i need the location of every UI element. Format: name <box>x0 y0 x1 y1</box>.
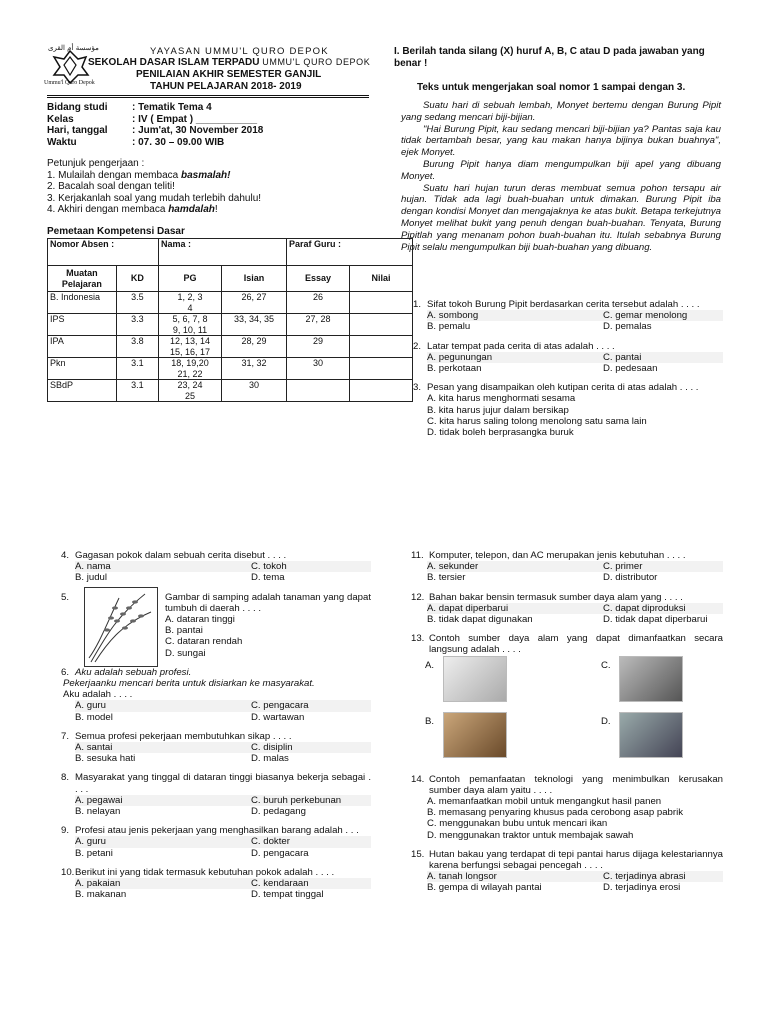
kd-table-row <box>48 380 413 402</box>
kd-table-cell: 3.5 <box>116 292 158 314</box>
option-text: D. terjadinya erosi <box>603 882 681 894</box>
option-text: D. pedesaan <box>603 363 658 375</box>
option-text: B. petani <box>75 847 113 859</box>
question-number: 14. <box>411 773 425 785</box>
option-text: A. sekunder <box>427 561 479 573</box>
option-row <box>427 352 723 363</box>
question-number: 3. <box>413 382 422 394</box>
kd-table-row <box>48 336 413 358</box>
option-text: B. judul <box>75 572 107 584</box>
option-row <box>75 878 371 889</box>
option-text: A. guru <box>75 700 106 712</box>
header-divider-2 <box>47 97 369 98</box>
question-item <box>411 633 723 765</box>
option-text: A. sombong <box>427 310 479 322</box>
option-text: D. pengacara <box>251 847 309 859</box>
question-stem <box>411 633 723 655</box>
foundation-name: YAYASAN UMMU'L QURO DEPOK <box>150 46 329 57</box>
kd-table-cell: 33, 34, 35 <box>222 314 287 336</box>
question-item <box>411 592 723 626</box>
option-text: A. pakaian <box>75 878 121 890</box>
option-text: C. pantai <box>603 351 642 363</box>
option-photo <box>443 712 507 758</box>
option-row <box>75 889 371 900</box>
option-text: B. pemalu <box>427 321 471 333</box>
kd-table-cell: IPA <box>48 336 117 358</box>
question-line: Hutan bakau yang terdapat di tepi pantai harus dijaga kelestariannya karena berfungsi sebagai pencegah . . . . <box>429 848 723 872</box>
question-stem <box>61 867 371 878</box>
kd-table-cell: 1, 2, 3 4 <box>159 292 222 314</box>
question-stem <box>413 299 723 310</box>
question-line: Aku adalah . . . . <box>63 689 133 701</box>
option-row <box>427 603 723 614</box>
option-text: B. pantai <box>165 625 203 637</box>
option-text: C. terjadinya abrasi <box>603 871 686 883</box>
question-item <box>411 774 723 841</box>
question-number: 15. <box>411 848 425 860</box>
option-text: D. tema <box>251 572 285 584</box>
kd-table-cell <box>287 380 350 402</box>
question-line: Gambar di samping adalah tanaman yang dapat tumbuh di daerah . . . . <box>165 591 371 614</box>
question-stem <box>411 849 723 871</box>
question-line: Pesan yang disampaikan oleh kutipan cerita di atas adalah . . . . <box>427 382 699 394</box>
header-divider <box>47 95 369 96</box>
question-stem <box>61 550 371 561</box>
kd-table-row <box>48 314 413 336</box>
text-title: Teks untuk mengerjakan soal nomor 1 sampai dengan 3. <box>417 82 686 93</box>
option-row <box>427 871 723 882</box>
question-line: Bahan bakar bensin termasuk sumber daya alam yang . . . . <box>429 591 683 603</box>
question-number: 13. <box>411 633 425 645</box>
questions-right <box>411 550 723 894</box>
option-text: B. memasang penyaring khusus pada cerobong asap pabrik <box>427 807 683 819</box>
option-text: D. tidak dapat diperbarui <box>603 614 708 626</box>
question-number: 6. <box>61 666 70 678</box>
option-text: A. santai <box>75 742 113 754</box>
option-text: A. guru <box>75 836 106 848</box>
question-text <box>75 867 371 878</box>
question-item <box>61 731 371 765</box>
question-stem <box>61 825 371 836</box>
option-text: A. nama <box>75 561 111 573</box>
question-item <box>411 849 723 894</box>
question-item <box>413 382 723 438</box>
question-stem <box>413 341 723 352</box>
question-item <box>61 867 371 901</box>
question-text <box>429 633 723 655</box>
question-number: 5. <box>61 591 70 603</box>
rice-plant-image <box>84 587 158 667</box>
question-number: 10. <box>61 866 75 878</box>
section-title: I. Berilah tanda silang (X) huruf A, B, C atau D pada jawaban yang benar ! <box>394 46 705 69</box>
question-number: 9. <box>61 825 70 837</box>
image-option-label: A. <box>425 659 435 671</box>
kd-table-cell: 18, 19,20 21, 22 <box>159 358 222 380</box>
option-row <box>75 753 371 764</box>
question-stem <box>411 592 723 603</box>
option-text: B. gempa di wilayah pantai <box>427 882 542 894</box>
kd-table-cell: 5, 6, 7, 8 9, 10, 11 <box>159 314 222 336</box>
question-text <box>165 592 371 614</box>
option-row <box>427 882 723 893</box>
kd-table-cell: 3.8 <box>116 336 158 358</box>
kd-table-cell: 3.3 <box>116 314 158 336</box>
option-text: D. tidak boleh berprasangka buruk <box>427 427 574 439</box>
option-text: A. pegunungan <box>427 351 493 363</box>
question-number: 12. <box>411 591 425 603</box>
option-text: D. distributor <box>603 572 658 584</box>
question-item <box>61 825 371 859</box>
option-text: D. sungai <box>165 647 206 659</box>
kd-table-cell: 12, 13, 14 15, 16, 17 <box>159 336 222 358</box>
option-text: D. pemalas <box>603 321 652 333</box>
question-stem <box>61 772 371 794</box>
option-row <box>75 836 371 847</box>
kd-table-cell: SBdP <box>48 380 117 402</box>
question-item <box>411 550 723 584</box>
kd-table-cell <box>350 358 413 380</box>
school-year: TAHUN PELAJARAN 2018- 2019 <box>150 81 302 92</box>
instructions: Petunjuk pengerjaan : 1. Mulailah dengan membaca basmalah! 2. Bacalah soal dengan teliti! 3. Kerjakanlah soal yang mudah terlebih dahulu! 4. Akhiri dengan membaca hamdalah! <box>47 158 262 215</box>
option-text: A. dapat diperbarui <box>427 602 509 614</box>
question-line: Contoh sumber daya alam yang dapat dimanfaatkan secara langsung adalah . . . . <box>429 633 723 656</box>
school-name: SEKOLAH DASAR ISLAM TERPADU UMMU'L QURO DEPOK <box>88 57 371 68</box>
kd-table-cell: 30 <box>222 380 287 402</box>
option-photo <box>619 712 683 758</box>
question-number: 11. <box>411 550 424 561</box>
question-number: 2. <box>413 340 422 352</box>
option-row <box>427 363 723 374</box>
option-text: D. menggunakan traktor untuk membajak sawah <box>427 829 634 841</box>
option-text: C. disiplin <box>251 742 293 754</box>
question-number: 4. <box>61 550 70 561</box>
question-item <box>413 299 723 333</box>
question-text <box>75 772 371 794</box>
question-text <box>427 382 723 393</box>
image-option-label: C. <box>601 659 611 671</box>
option-row <box>75 561 371 572</box>
option-text: B. makanan <box>75 889 127 901</box>
question-text <box>427 299 723 310</box>
kd-table-row <box>48 292 413 314</box>
question-text <box>427 341 723 352</box>
kd-table-cell: Pkn <box>48 358 117 380</box>
option-row <box>75 806 371 817</box>
option-text: B. perkotaan <box>427 363 482 375</box>
question-number: 1. <box>413 299 422 310</box>
question-line: Sifat tokoh Burung Pipit berdasarkan cerita tersebut adalah . . . . <box>427 299 700 310</box>
question-stem <box>61 731 371 742</box>
story-text: Suatu hari di sebuah lembah, Monyet bertemu dengan Burung Pipit yang sedang mencari biji-bijian. "Hai Burung Pipit, kau sedang mencari biji-bijian ya? Pantas saja kau tidak bertambah besar, yang kau makan hanya bijinya bukan buahnya", ejek Monyet. Burung Pipit hanya diam mengumpulkan biji apel yang dibuang Monyet. Suatu hari hujan turun deras membuat semua pohon tersapu air hujan. Tidak ada lagi buah-buahan untuk dimakan. Burung Pipit iba dengan kondisi Monyet dan mengajaknya ke atas bukit. Betapa terkejutnya Monyet melihat bukit yang penuh dengan buah-buahan. Tenyata, Burung Pipitlah yang menanam pohon buah-buahan itu. Itulah sebabnya Burung Pipit selalu mengumpulkan biji buah-buahan yang dibuang. <box>401 100 721 253</box>
option-text: A. pegawai <box>75 794 123 806</box>
kd-table-cell: 3.1 <box>116 358 158 380</box>
question-item <box>61 550 371 584</box>
question-item <box>61 772 371 817</box>
question-stem <box>411 774 723 796</box>
option-row <box>75 848 371 859</box>
option-text: C. kendaraan <box>251 878 309 890</box>
question-line: Masyarakat yang tinggal di dataran tinggi biasanya bekerja sebagai . . . . <box>75 772 371 795</box>
option-text: C. tokoh <box>251 561 287 573</box>
question-stem <box>411 550 723 561</box>
option-text: B. nelayan <box>75 806 121 818</box>
option-text: D. malas <box>251 753 289 765</box>
option-text: C. dapat diproduksi <box>603 602 686 614</box>
option-photo <box>619 656 683 702</box>
option-row <box>75 795 371 806</box>
kd-table-cell: B. Indonesia <box>48 292 117 314</box>
question-stem <box>61 667 371 701</box>
question-line: Contoh pemanfaatan teknologi yang menimbulkan kerusakan sumber daya alam yaitu . . . . <box>429 773 723 796</box>
kd-table-cell <box>350 380 413 402</box>
option-text: D. wartawan <box>251 711 305 723</box>
option-row <box>427 561 723 572</box>
kd-table-cell <box>350 336 413 358</box>
option-row <box>427 310 723 321</box>
option-text: A. tanah longsor <box>427 871 497 883</box>
question-text <box>429 849 723 871</box>
option-text: D. tempat tinggal <box>251 889 324 901</box>
option-text: A. memanfaatkan mobil untuk mengangkut hasil panen <box>427 796 662 808</box>
option-text: C. pengacara <box>251 700 309 712</box>
option-row <box>427 572 723 583</box>
kd-table-cell: 23, 24 25 <box>159 380 222 402</box>
option-photo <box>443 656 507 702</box>
question-text <box>75 825 371 836</box>
kd-table-row <box>48 358 413 380</box>
kd-table-cell: IPS <box>48 314 117 336</box>
option-row <box>427 614 723 625</box>
exam-info: Bidang studi : Tematik Tema 4 Kelas : IV ( Empat ) ___________ Hari, tanggal : Jum'at, 30 November 2018 Waktu : 07. 30 – 09.00 WIB <box>47 102 264 148</box>
image-options <box>425 656 723 766</box>
questions-top <box>413 299 723 438</box>
question-italic-line: Pekerjaanku mencari berita untuk disiarkan ke masyarakat. <box>63 678 315 690</box>
option-text: C. menggunakan bubu untuk mencari ikan <box>427 818 608 830</box>
kd-table-cell <box>350 314 413 336</box>
option-text: A. dataran tinggi <box>165 614 235 626</box>
question-line: Gagasan pokok dalam sebuah cerita disebut . . . . <box>75 550 287 561</box>
kd-table-title: Pemetaan Kompetensi Dasar <box>47 226 185 237</box>
option-text: B. sesuka hati <box>75 753 136 765</box>
kd-table-cell: 29 <box>287 336 350 358</box>
logo-arabic-text: مؤسسة أم القرى <box>48 44 99 52</box>
option-row <box>75 572 371 583</box>
kd-table-cell: 28, 29 <box>222 336 287 358</box>
question-text <box>63 666 371 701</box>
question-line: Latar tempat pada cerita di atas adalah . . . . <box>427 340 615 352</box>
question-text <box>75 731 371 742</box>
option-row <box>75 742 371 753</box>
question-line: Semua profesi pekerjaan membutuhkan sikap . . . . <box>75 730 292 742</box>
exam-name: PENILAIAN AKHIR SEMESTER GANJIL <box>136 69 322 80</box>
kd-table-cell: 3.1 <box>116 380 158 402</box>
option-text: C. kita harus saling tolong menolong satu sama lain <box>427 415 647 427</box>
question-item <box>413 341 723 375</box>
kd-table-cell: 30 <box>287 358 350 380</box>
kd-table-cell: 31, 32 <box>222 358 287 380</box>
question-item <box>61 667 371 723</box>
question-line: Komputer, telepon, dan AC merupakan jenis kebutuhan . . . . <box>429 550 686 561</box>
option-row <box>75 712 371 723</box>
kd-table-cell: 27, 28 <box>287 314 350 336</box>
kd-table-cell: 26 <box>287 292 350 314</box>
option-text: B. tidak dapat digunakan <box>427 614 533 626</box>
question-line: Berikut ini yang tidak termasuk kebutuhan pokok adalah . . . . <box>75 866 335 878</box>
option-text: C. gemar menolong <box>603 310 688 322</box>
option-text: B. kita harus jujur dalam bersikap <box>427 404 569 416</box>
option-text: C. primer <box>603 561 643 573</box>
question-text <box>429 550 723 561</box>
option-row <box>75 700 371 711</box>
kd-table: Nomor Absen : Nama : Paraf Guru : Muatan Pelajaran KD PG Isian Essay Nilai B. Indonesia 3.5 1, 2, 3 4 26, 27 26 IPS 3.3 5, 6, 7, 8 9, 10, 11 33, 34, 35 27, 28 IPA 3.8 12, 13, 14 15, 16, 17 28, 29 29 Pkn 3.1 18, 19,20 21, 22 31, 32 30 SBdP 3.1 23, 24 25 30 <box>47 238 413 402</box>
image-option-label: D. <box>601 715 611 727</box>
question-text <box>429 592 723 603</box>
question-italic-line: Aku adalah sebuah profesi. <box>75 666 192 678</box>
option-text: A. kita harus menghormati sesama <box>427 393 576 405</box>
option-text: C. dokter <box>251 836 290 848</box>
question-number: 8. <box>61 772 70 784</box>
option-text: C. buruh perkebunan <box>251 794 342 806</box>
option-row <box>427 321 723 332</box>
option-text: B. tersier <box>427 572 466 584</box>
question-line: Profesi atau jenis pekerjaan yang menghasilkan barang adalah . . . <box>75 825 359 837</box>
logo-caption: Ummu'l Quro Depok <box>44 80 95 86</box>
kd-table-cell <box>350 292 413 314</box>
question-number: 7. <box>61 730 70 742</box>
option-text: B. model <box>75 711 113 723</box>
image-option-label: B. <box>425 715 435 727</box>
kd-table-cell: 26, 27 <box>222 292 287 314</box>
option-text: D. pedagang <box>251 806 306 818</box>
question-stem <box>413 382 723 393</box>
question-text <box>75 550 371 561</box>
option-text: C. dataran rendah <box>165 636 243 648</box>
question-text <box>429 774 723 796</box>
